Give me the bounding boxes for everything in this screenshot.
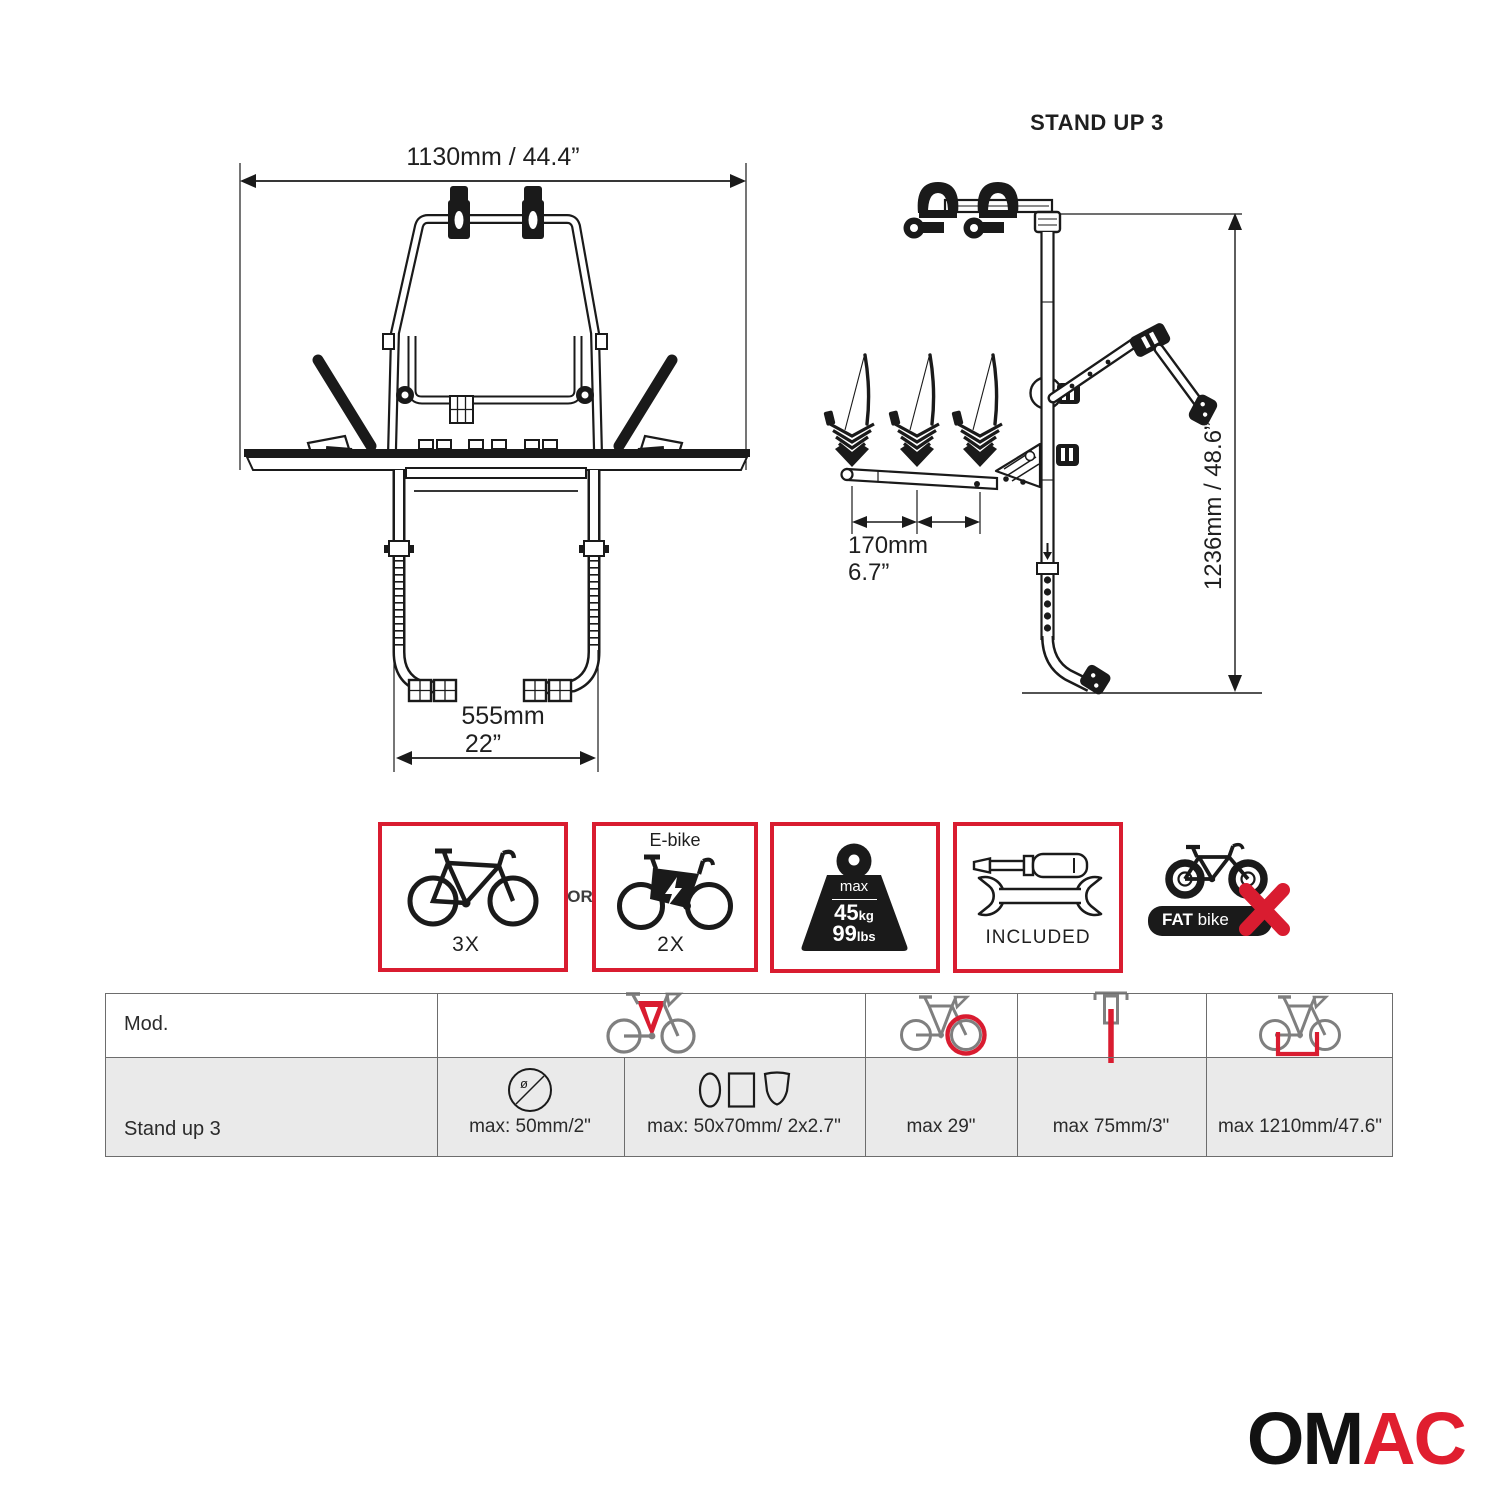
front-view-drawing	[240, 163, 750, 772]
table-header-divider	[105, 1057, 1393, 1058]
front-track-mm: 555mm	[461, 702, 545, 730]
foot-pad-icon	[409, 680, 571, 701]
or-label: OR	[567, 887, 593, 906]
table-max-wheel: max 29"	[906, 1116, 976, 1137]
top-hook-clamp-icon	[904, 182, 1053, 239]
side-spacing-mm: 170mm	[848, 532, 929, 559]
front-width-dimension: 1130mm / 44.4”	[406, 143, 580, 171]
table-model-name: Stand up 3	[124, 1118, 221, 1140]
product-title: STAND UP 3	[1030, 110, 1164, 135]
weight-lbs-unit: lbs	[856, 929, 876, 944]
tools-included-label: INCLUDED	[985, 927, 1091, 948]
logo-ac: AC	[1362, 1397, 1465, 1480]
table-max-tire: max 75mm/3"	[1052, 1116, 1170, 1137]
badge-weight-frame	[770, 822, 940, 973]
omac-logo	[1185, 1397, 1465, 1480]
side-spacing-in: 6.7”	[848, 559, 890, 586]
road-bike-count: 3X	[452, 933, 480, 956]
hatch-arm-icon	[1053, 321, 1219, 427]
fat-bike-label	[1162, 911, 1229, 929]
logo-om: OM	[1246, 1397, 1363, 1480]
table-mod-label: Mod.	[124, 1013, 169, 1035]
badge-tools-frame	[953, 822, 1123, 973]
front-track-in: 22”	[464, 730, 502, 758]
table-clamp-profile: max: 50x70mm/ 2x2.7"	[647, 1116, 841, 1137]
fat-bike-label-bike: bike	[1197, 910, 1229, 929]
weight-kg-unit: kg	[858, 908, 874, 923]
weight-lbs-value: 99	[832, 921, 857, 946]
diameter-symbol: ø	[520, 1076, 528, 1091]
wheel-cradle-icon	[823, 355, 1002, 467]
table-clamp-diameter: max: 50mm/2"	[469, 1116, 591, 1137]
fat-bike-label-fat: FAT	[1162, 910, 1193, 929]
side-height-dimension: 1236mm / 48.6”	[1200, 421, 1227, 591]
frame-clamp-icon	[448, 186, 544, 239]
weight-max-label: max	[839, 878, 869, 895]
ebike-label: E-bike	[649, 830, 701, 850]
side-view-drawing	[823, 182, 1262, 696]
table-max-wheelbase: max 1210mm/47.6"	[1217, 1116, 1383, 1137]
weight-lbs	[819, 922, 889, 945]
weight-kg-value: 45	[834, 900, 859, 925]
ebike-count: 2X	[657, 933, 685, 956]
table-subcol-divider	[624, 1057, 625, 1157]
